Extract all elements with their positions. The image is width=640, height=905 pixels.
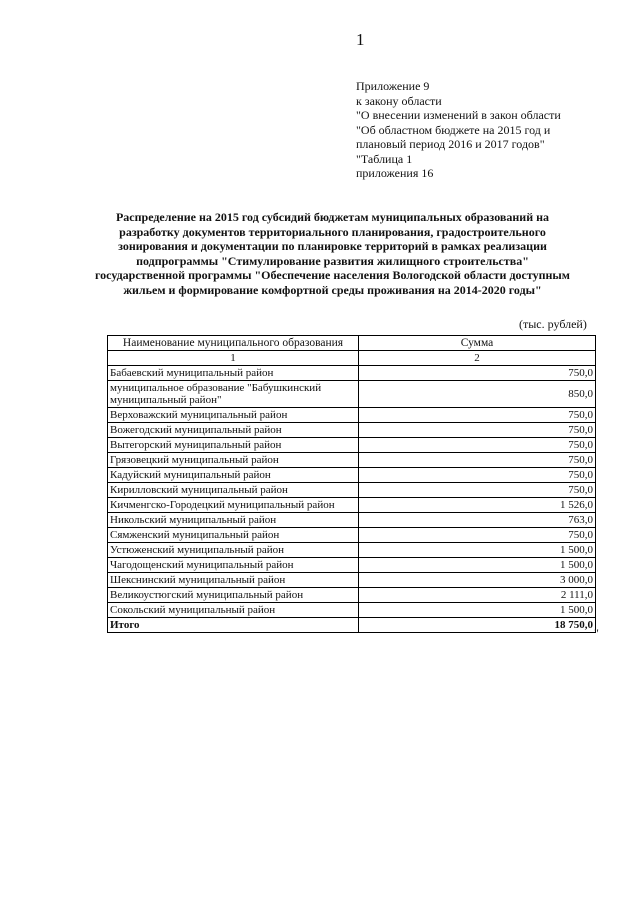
row-sum: 2 111,0 <box>359 588 596 603</box>
total-row <box>108 618 596 633</box>
table-row <box>108 603 596 618</box>
table-row <box>108 438 596 453</box>
row-name: Шекснинский муниципальный район <box>108 573 359 588</box>
table-row <box>108 468 596 483</box>
row-name: Чагодощенский муниципальный район <box>108 558 359 573</box>
table-row <box>108 543 596 558</box>
table-row <box>108 498 596 513</box>
row-sum: 750,0 <box>359 366 596 381</box>
table-row <box>108 408 596 423</box>
row-sum: 750,0 <box>359 483 596 498</box>
row-sum: 750,0 <box>359 423 596 438</box>
row-name: Сокольский муниципальный район <box>108 603 359 618</box>
row-name: Кирилловский муниципальный район <box>108 483 359 498</box>
row-sum: 750,0 <box>359 528 596 543</box>
column-number: 2 <box>359 351 596 366</box>
row-name: Бабаевский муниципальный район <box>108 366 359 381</box>
row-name: муниципальное образование "Бабушкинский муниципальный район" <box>108 381 359 408</box>
total-label: Итого <box>108 618 359 633</box>
table-row <box>108 513 596 528</box>
header-line: "О внесении изменений в закон области <box>356 108 561 122</box>
row-name: Устюженский муниципальный район <box>108 543 359 558</box>
row-sum: 1 500,0 <box>359 558 596 573</box>
row-name: Никольский муниципальный район <box>108 513 359 528</box>
column-number: 1 <box>108 351 359 366</box>
table-row <box>108 528 596 543</box>
row-name: Кичменгско-Городецкий муниципальный район <box>108 498 359 513</box>
row-sum: 750,0 <box>359 408 596 423</box>
total-sum: 18 750,0 <box>359 618 596 633</box>
row-name: Великоустюгский муниципальный район <box>108 588 359 603</box>
row-name: Верховажский муниципальный район <box>108 408 359 423</box>
table-row <box>108 573 596 588</box>
page-number: 1 <box>356 30 365 49</box>
row-name: Кадуйский муниципальный район <box>108 468 359 483</box>
row-sum: 1 500,0 <box>359 543 596 558</box>
row-sum: 750,0 <box>359 468 596 483</box>
row-sum: 750,0 <box>359 453 596 468</box>
row-name: Вытегорский муниципальный район <box>108 438 359 453</box>
table-row <box>108 483 596 498</box>
title-line: подпрограммы "Стимулирование развития жилищного строительства" <box>136 253 529 268</box>
row-sum: 3 000,0 <box>359 573 596 588</box>
row-sum: 850,0 <box>359 381 596 408</box>
subsidy-table <box>107 335 596 633</box>
document-title <box>95 210 570 297</box>
units-label: (тыс. рублей) <box>519 317 587 331</box>
header-line: "Таблица 1 <box>356 151 413 166</box>
title-line: жильем и формирование комфортной среды проживания на 2014-2020 годы" <box>123 282 542 297</box>
appendix-header <box>356 79 561 181</box>
title-line: зонирования и документации по планировке территорий в рамках реализации <box>118 239 547 253</box>
header-line: плановый период 2016 и 2017 годов" <box>356 137 545 151</box>
table-row <box>108 588 596 603</box>
row-name: Сямженский муниципальный район <box>108 528 359 543</box>
row-sum: 1 500,0 <box>359 603 596 618</box>
row-sum: 750,0 <box>359 438 596 453</box>
table-row <box>108 453 596 468</box>
table-row <box>108 558 596 573</box>
title-line: государственной программы "Обеспечение населения Вологодской области доступным <box>95 268 570 282</box>
table-row <box>108 366 596 381</box>
title-line: разработку документов территориального планирования, градостроительного <box>119 224 546 239</box>
row-sum: 763,0 <box>359 513 596 528</box>
header-line: "Об областном бюджете на 2015 год и <box>356 122 551 137</box>
row-name: Грязовецкий муниципальный район <box>108 453 359 468</box>
header-line: Приложение 9 <box>356 79 430 93</box>
header-sum-column: Сумма <box>359 336 596 351</box>
row-sum: 1 526,0 <box>359 498 596 513</box>
table-row <box>108 381 596 408</box>
header-name-column: Наименование муниципального образования <box>108 336 359 351</box>
header-line: приложения 16 <box>356 166 434 180</box>
table-row <box>108 423 596 438</box>
closing-quote: " <box>594 626 599 640</box>
row-name: Вожегодский муниципальный район <box>108 423 359 438</box>
title-line: Распределение на 2015 год субсидий бюджетам муниципальных образований на <box>115 210 550 224</box>
header-line: к закону области <box>356 93 442 108</box>
